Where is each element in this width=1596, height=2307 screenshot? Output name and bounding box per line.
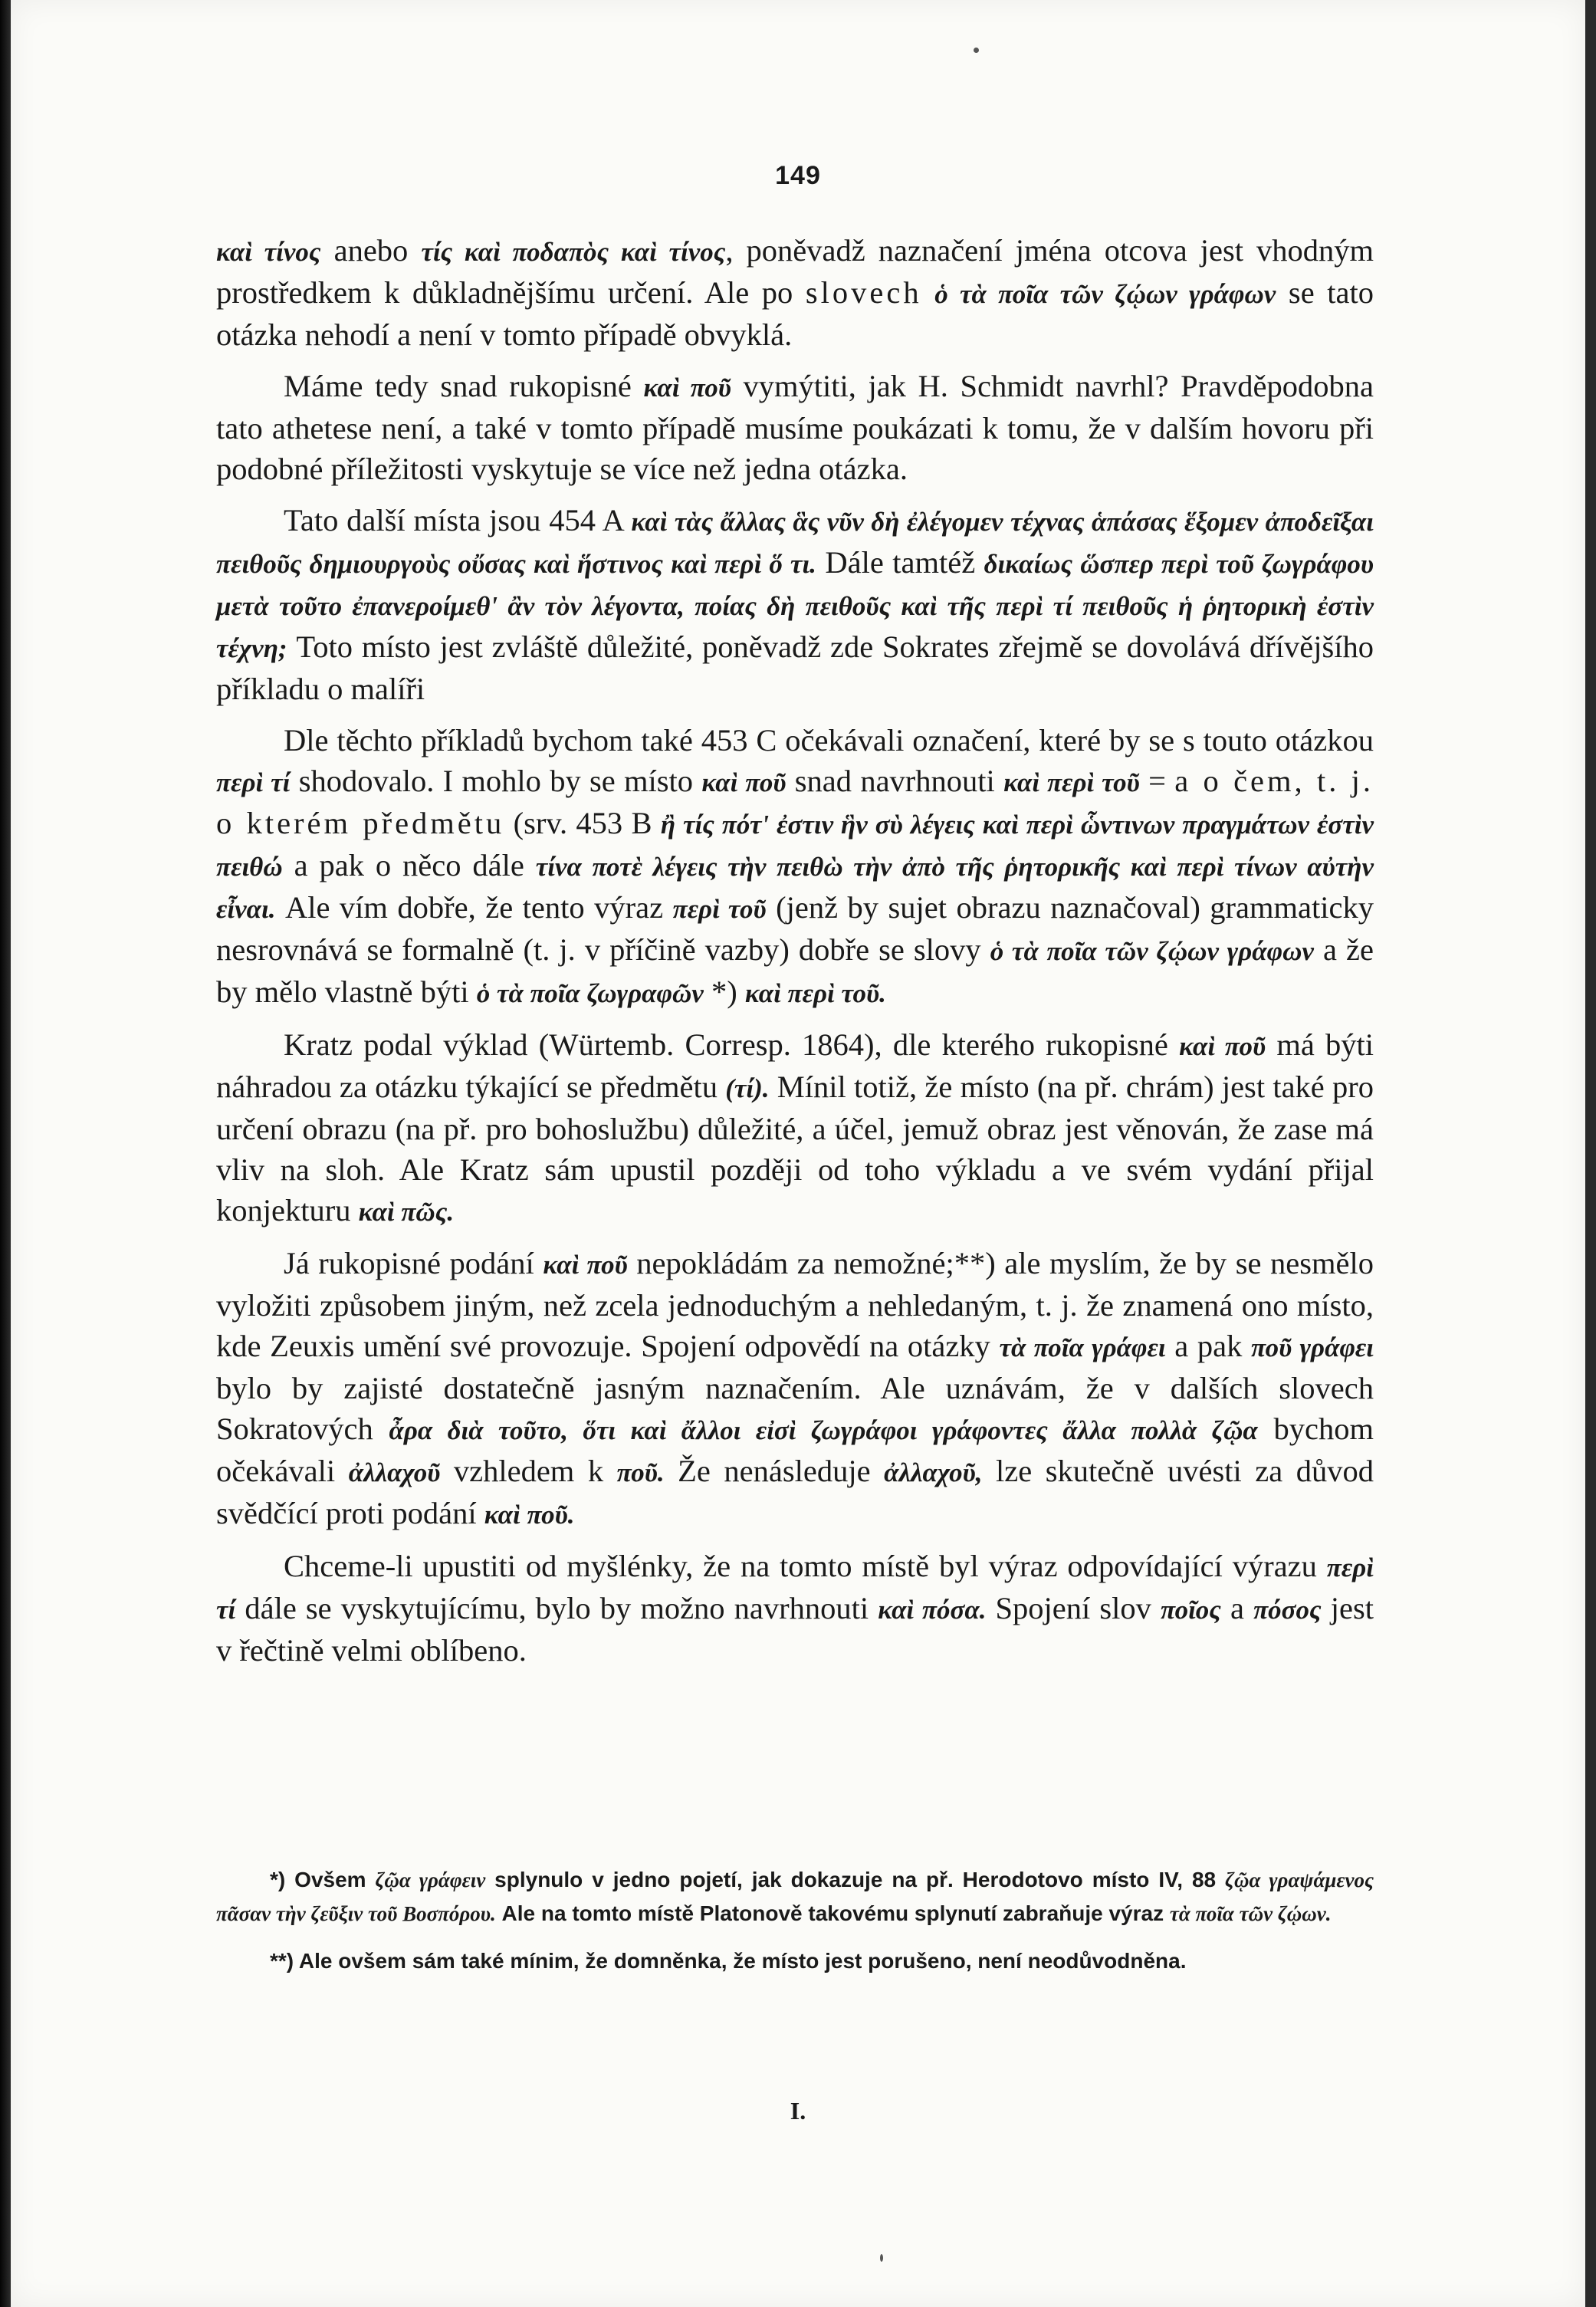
- page-sheet: [11, 0, 1585, 2307]
- greek-quote: καὶ ποῦ: [543, 1250, 628, 1280]
- text-run: **) Ale ovšem sám také mínim, že domněnka, že místo jest porušeno, není neodůvodněna.: [270, 1949, 1187, 1973]
- greek-quote: ἢ τίς πότ' ἐστιν ἣν σὺ λέγεις καὶ περὶ ὧντινων πραγμάτων ἐστὶν πειθώ: [216, 810, 1374, 882]
- greek-quote: τίνα ποτὲ λέγεις τὴν πειθὼ τὴν ἀπὸ τῆς ῥητορικῆς καὶ περὶ τίνων αὐτὴν εἶναι.: [216, 852, 1374, 924]
- text-run: Dle těchto příkladů bychom také 453 C očekávali označení, které by se s touto otázkou: [284, 723, 1374, 757]
- greek-quote: περὶ τί: [216, 767, 291, 797]
- paragraph: [216, 230, 1374, 355]
- signature-mark: I.: [790, 2097, 806, 2125]
- greek-quote: καὶ πόσα.: [878, 1595, 987, 1625]
- spaced-emphasis: a o čem, t. j. o kterém předmětu: [216, 764, 1374, 840]
- greek-quote: ἀλλαχοῦ,: [884, 1457, 983, 1487]
- greek-quote: πόσος: [1253, 1595, 1322, 1625]
- text-run: Já rukopisné podání: [284, 1246, 543, 1280]
- text-run: a pak o něco dále: [282, 848, 536, 882]
- text-run: vymýtiti, jak H. Schmidt navrhl? Pravděpodobna tato athetese není, a také v tomto případě musíme poukázati k tomu, že v dalším hovoru při podobné příležitosti vyskytuje se více než jedna otázka.: [216, 369, 1374, 486]
- body-text: [216, 230, 1374, 1681]
- greek-quote: ζῷα γράφειν: [375, 1868, 486, 1891]
- text-run: vzhledem k: [440, 1454, 617, 1488]
- text-run: Ale vím dobře, že tento výraz: [275, 890, 673, 925]
- greek-quote: τὰ ποῖα γράφει: [999, 1333, 1166, 1362]
- scan-border: [0, 0, 11, 2307]
- text-run: a že by mělo vlastně býti: [216, 932, 1374, 1009]
- greek-quote: καὶ τίνος: [216, 237, 321, 267]
- greek-quote: καὶ ποῦ: [1179, 1031, 1266, 1061]
- text-run: nepokládám za nemožné;**) ale myslím, že by se nesmělo vyložiti způsobem jiným, než zcela jednoduchým a nehledaným, t. j. že znamená ono místo, kde Zeuxis umění své provozuje. Spojení odpovědí na otázky: [216, 1246, 1374, 1363]
- greek-quote: καὶ ποῦ: [643, 373, 731, 403]
- text-run: anebo: [320, 233, 422, 268]
- text-run: Máme tedy snad rukopisné: [284, 369, 644, 403]
- text-run: Ale na tomto místě Platonově takovému splynutí zabraňuje výraz: [495, 1901, 1170, 1925]
- greek-quote: καὶ ποῦ: [701, 767, 787, 797]
- text-run: Dále tamtéž: [816, 545, 984, 580]
- text-run: a: [1220, 1591, 1254, 1625]
- text-run: (srv. 453 B: [504, 806, 661, 840]
- text-run: bychom očekávali: [216, 1411, 1374, 1488]
- text-run: Že nenásleduje: [664, 1454, 885, 1488]
- text-run: jest v řečtině velmi oblíbeno.: [216, 1591, 1374, 1668]
- text-run: splynulo v jedno pojetí, jak dokazuje na př. Herodotovo místo IV, 88: [485, 1868, 1226, 1891]
- greek-quote: ἀλλαχοῦ: [348, 1457, 441, 1487]
- greek-quote: τίς καὶ ποδαπὸς καὶ τίνος: [421, 237, 726, 267]
- greek-quote: καὶ πῶς.: [358, 1197, 455, 1227]
- greek-quote: καὶ τὰς ἄλλας ἃς νῦν δὴ ἐλέγομεν τέχνας ἁπάσας ἕξομεν ἀποδεῖξαι πειθοῦς δημιουργοὺς οὔσας καὶ ἥστινος καὶ περὶ ὅ τι.: [216, 507, 1374, 579]
- text-run: snad navrhnouti: [786, 764, 1004, 798]
- greek-quote: καὶ περὶ τοῦ: [1003, 767, 1140, 797]
- text-run: =: [1139, 764, 1175, 798]
- text-run: Tato další místa jsou 454 A: [284, 503, 632, 537]
- text-run: shodovalo. I mohlo by se místo: [290, 764, 702, 798]
- greek-quote: καὶ περὶ τοῦ.: [744, 978, 886, 1008]
- page-number: 149: [775, 161, 821, 190]
- text-run: *): [703, 974, 745, 1009]
- paragraph: [216, 1546, 1374, 1671]
- paragraph: [216, 720, 1374, 1014]
- text-run: se tato otázka nehodí a není v tomto případě obvyklá.: [216, 275, 1374, 352]
- greek-quote: ζῷα γραψάμενος πᾶσαν τὴν ζεῦξιν τοῦ Βοσπόρου.: [216, 1868, 1374, 1925]
- greek-quote: ὁ τὰ ποῖα ζωγραφῶν: [476, 978, 704, 1008]
- greek-quote: καὶ ποῦ.: [484, 1500, 575, 1530]
- footnote: [216, 1944, 1374, 1978]
- greek-quote: (τί).: [725, 1073, 770, 1103]
- greek-quote: ὁ τὰ ποῖα τῶν ζῴων γράφων: [990, 936, 1314, 966]
- greek-quote: ὁ τὰ ποῖα τῶν ζῴων γράφων: [934, 279, 1276, 309]
- paragraph: [216, 366, 1374, 489]
- text-run: Toto místo jest zvláště důležité, poněvadž zde Sokrates zřejmě se dovolává dřívějšího příkladu o malíři: [216, 629, 1374, 706]
- paragraph: [216, 1243, 1374, 1535]
- text-run: a pak: [1165, 1329, 1251, 1363]
- greek-quote: ποῦ.: [616, 1457, 665, 1487]
- text-run: *) Ovšem: [270, 1868, 376, 1891]
- scan-speck: [974, 48, 979, 53]
- text-run: má býti náhradou za otázku týkající se předmětu: [216, 1027, 1374, 1104]
- text-run: Chceme-li upustiti od myšlénky, že na tomto místě byl výraz odpovídající výrazu: [284, 1549, 1327, 1583]
- spaced-emphasis: slovech: [805, 275, 922, 310]
- greek-quote: τὰ ποῖα τῶν ζῴων.: [1169, 1902, 1332, 1925]
- text-run: lze skutečně uvésti za důvod svědčící proti podání: [216, 1454, 1374, 1530]
- greek-quote: περὶ τί: [216, 1553, 1374, 1625]
- footnotes: [216, 1863, 1374, 1992]
- greek-quote: ἆρα διὰ τοῦτο, ὅτι καὶ ἄλλοι εἰσὶ ζωγράφοι γράφοντες ἄλλα πολλὰ ζῷα: [389, 1415, 1258, 1445]
- paragraph: [216, 500, 1374, 709]
- text-run: (jenž by sujet obrazu naznačoval) grammaticky nesrovnává se formalně (t. j. v příčině vazby) dobře se slovy: [216, 890, 1374, 967]
- footnote: [216, 1863, 1374, 1931]
- text-run: Spojení slov: [986, 1591, 1161, 1625]
- text-run: dále se vyskytujícímu, bylo by možno navrhnouti: [235, 1591, 878, 1625]
- paragraph: [216, 1024, 1374, 1232]
- greek-quote: δικαίως ὥσπερ περὶ τοῦ ζωγράφου μετὰ τοῦτο ἐπανεροίμεθ' ἂν τὸν λέγοντα, ποίας δὴ πειθοῦς καὶ τῆς περὶ τί πειθοῦς ἡ ῥητορικὴ ἐστὶν τέχνη;: [216, 549, 1374, 663]
- greek-quote: ποῖος: [1160, 1595, 1221, 1625]
- text-run: Kratz podal výklad (Würtemb. Corresp. 1864), dle kterého rukopisné: [284, 1027, 1180, 1062]
- text-run: Mínil totiž, že místo (na př. chrám) jest také pro určení obrazu (na př. pro bohoslužbu) důležité, a účel, jemuž obraz jest věnován, že zase má vliv na sloh. Ale Kratz sám upustil později od toho výkladu a ve svém vydání přijal konjekturu: [216, 1070, 1374, 1227]
- scan-speck: [880, 2254, 883, 2262]
- greek-quote: περὶ τοῦ: [672, 894, 767, 924]
- text-run: [922, 275, 935, 310]
- text-run: bylo by zajisté dostatečně jasným naznačením. Ale uznávám, že v dalších slovech Sokratových: [216, 1371, 1374, 1446]
- greek-quote: ποῦ γράφει: [1250, 1333, 1374, 1362]
- text-run: , poněvadž naznačení jména otcova jest vhodným prostředkem k důkladnějšímu určení. Ale po: [216, 233, 1374, 310]
